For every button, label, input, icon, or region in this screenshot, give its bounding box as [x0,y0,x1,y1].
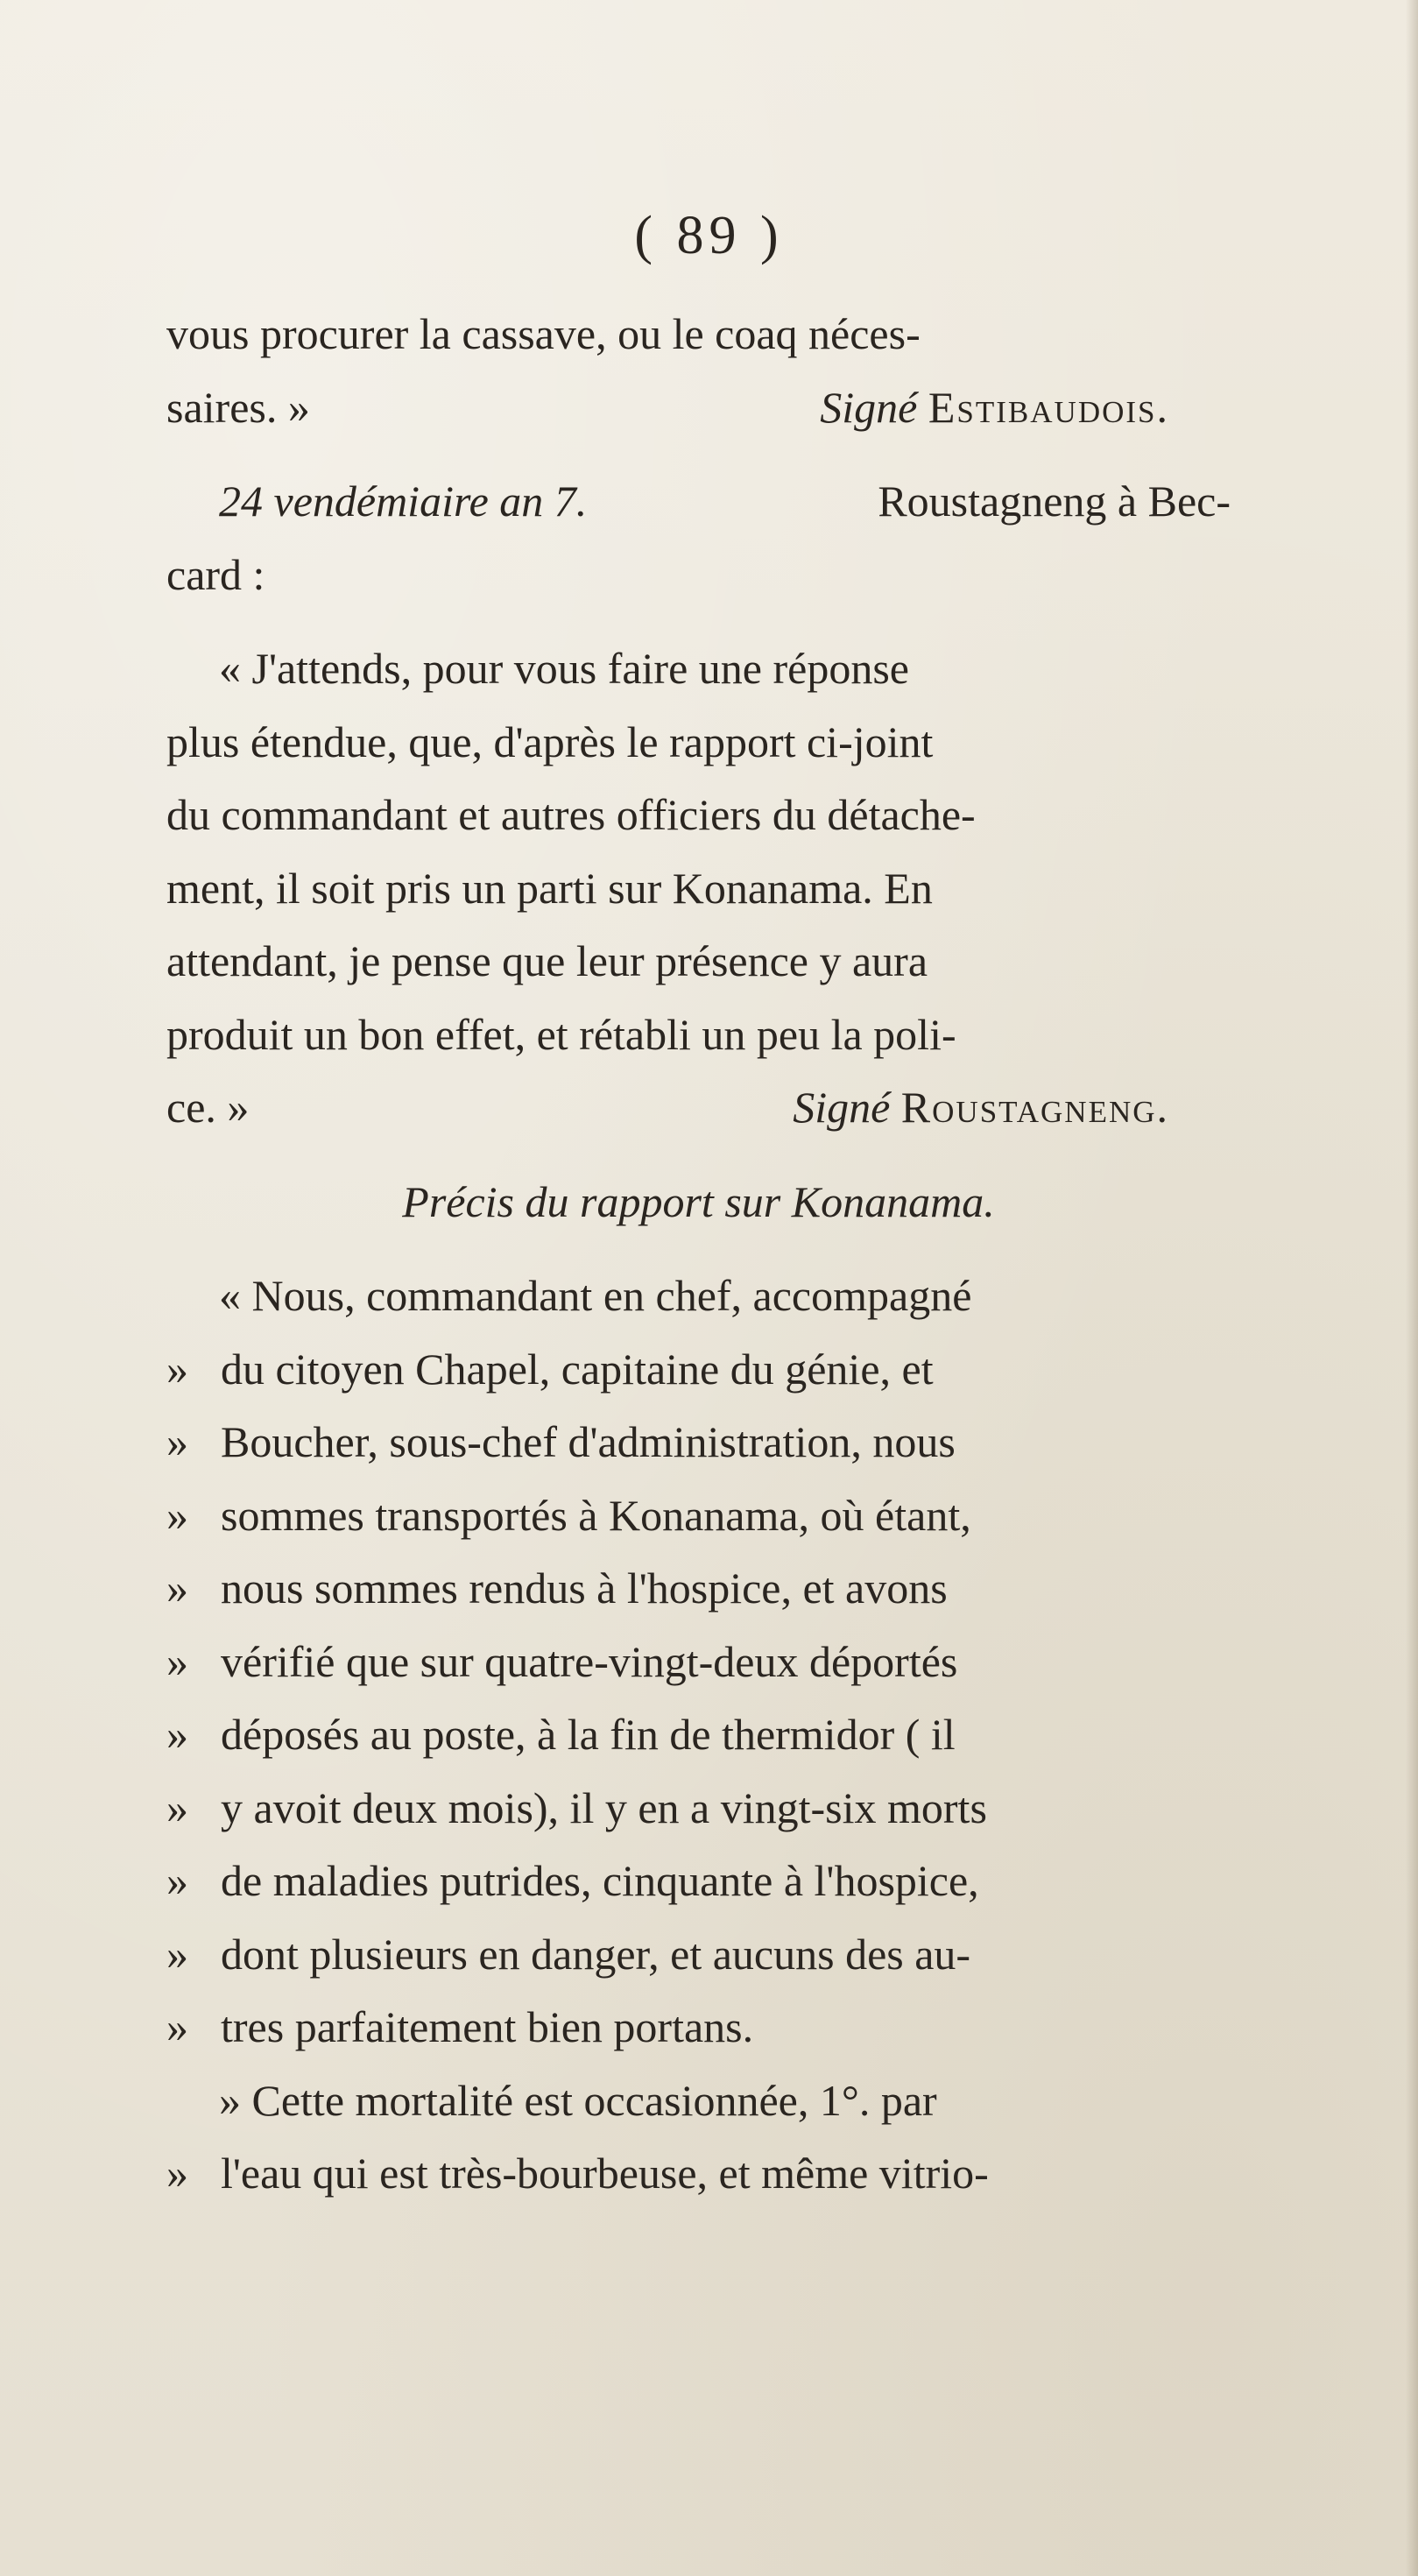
paragraph-gap [166,1239,1231,1260]
guillemet-mark: » [166,1636,188,1686]
guillemet-mark: » [166,1344,188,1394]
guillemet-mark: » [166,1929,188,1979]
text-line [166,1698,1231,1772]
signature-label: Signé [820,382,918,432]
line-text-wrap [221,1333,1231,1407]
text-line [166,1772,1231,1846]
signature [793,1071,1231,1145]
line-text: ce. » [166,1083,250,1132]
line-text: du citoyen Chapel, capitaine du génie, et [221,1344,934,1394]
line-text: tres parfaitement bien portans. [221,2002,754,2051]
text-line [166,1260,1231,1333]
text-line [166,1479,1231,1553]
text-line [166,539,1231,612]
signature [820,371,1231,445]
line-text: dont plusieurs en danger, et aucuns des au- [221,1929,971,1979]
line-text: « J'attends, pour vous faire une réponse [219,644,909,693]
line-text: sommes transportés à Konanama, où étant, [221,1490,971,1540]
text-line [166,999,1231,1072]
signature-name: Roustagneng. [900,1083,1169,1132]
text-line [166,925,1231,999]
paragraph-gap [166,444,1231,465]
text-line [166,371,1231,445]
text-line [166,1333,1231,1407]
text-line [166,1071,1231,1145]
line-text: vérifié que sur quatre-vingt-deux déportés [221,1636,958,1686]
page-number: ( 89 ) [634,206,784,265]
line-text: ment, il soit pris un parti sur Konanama. En [166,863,933,913]
section-heading [166,1166,1231,1239]
line-text: saires. » [166,382,310,432]
text-line [166,298,1231,371]
line-text: Boucher, sous-chef d'administration, nous [221,1417,956,1466]
text-line [166,706,1231,780]
line-text: l'eau qui est très-bourbeuse, et même vitrio- [221,2149,989,2198]
heading-text: Précis du rapport sur Konanama. [402,1176,995,1226]
line-text: plus étendue, que, d'après le rapport ci-joint [166,716,934,766]
line-text: attendant, je pense que leur présence y aura [166,936,928,985]
line-text: » Cette mortalité est occasionnée, 1°. par [219,2075,937,2125]
guillemet-mark: » [166,1563,188,1613]
guillemet-mark: » [166,1782,188,1832]
line-text: card : [166,549,265,599]
text-line [166,1406,1231,1479]
text-line [166,2137,1231,2211]
line-text: Roustagneng à Bec- [878,476,1231,526]
line-text: « Nous, commandant en chef, accompagné [219,1271,972,1320]
text-line [166,1552,1231,1626]
text-line [166,632,1231,706]
guillemet-mark: » [166,1417,188,1466]
guillemet-mark: » [166,1856,188,1905]
text-line [166,465,1231,539]
signature-label: Signé [793,1083,891,1132]
line-text: produit un bon effet, et rétabli un peu la poli- [166,1009,956,1059]
text-line [166,1845,1231,1918]
line-text: du commandant et autres officiers du détache- [166,790,976,839]
guillemet-mark: » [166,1490,188,1540]
paragraph-gap [166,611,1231,632]
page-edge-shadow [1406,0,1418,2576]
line-text: de maladies putrides, cinquante à l'hospice, [221,1856,979,1905]
text-line [166,2064,1231,2138]
date-text: 24 vendémiaire an 7. [219,476,588,526]
line-text: vous procurer la cassave, ou le coaq néces- [166,309,921,358]
page-text [166,298,1231,2211]
text-line [166,1991,1231,2064]
guillemet-mark: » [166,1710,188,1759]
line-text: y avoit deux mois), il y en a vingt-six morts [221,1782,987,1832]
guillemet-mark: » [166,2149,188,2198]
line-text: déposés au poste, à la fin de thermidor ( il [221,1710,956,1759]
text-line [166,1626,1231,1699]
text-line [166,852,1231,926]
text-line [166,779,1231,852]
line-text: nous sommes rendus à l'hospice, et avons [221,1563,948,1613]
guillemet-mark: » [166,2002,188,2051]
signature-name: Estibaudois. [928,382,1169,432]
paragraph-gap [166,1145,1231,1166]
text-line [166,1918,1231,1992]
